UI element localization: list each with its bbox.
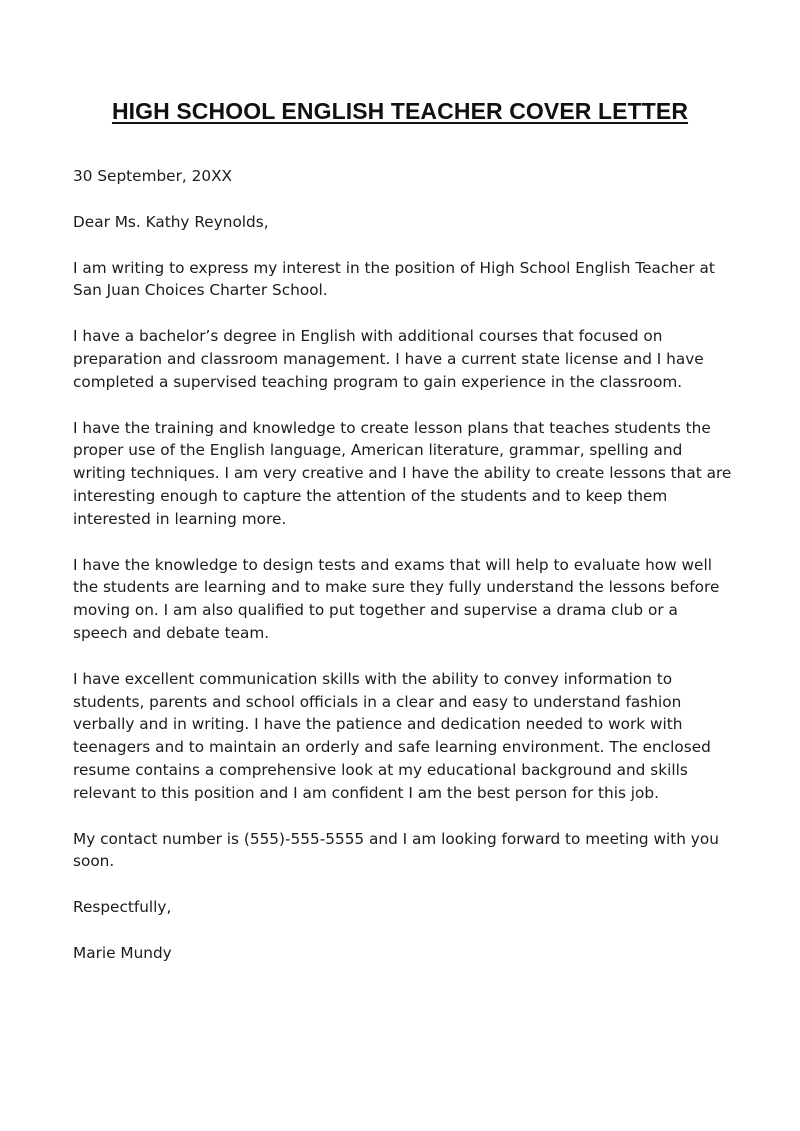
letter-signature: Marie Mundy	[73, 943, 172, 962]
letter-body	[73, 165, 733, 988]
letter-title: HIGH SCHOOL ENGLISH TEACHER COVER LETTER	[111, 98, 689, 124]
letter-paragraph-contact: My contact number is (555)-555-5555 and I am looking forward to meeting with you soon.	[73, 829, 719, 871]
letter-salutation: Dear Ms. Kathy Reynolds,	[73, 212, 269, 231]
letter-paragraph-education: I have a bachelor’s degree in English with additional courses that focused on preparation and classroom management. I have a current state license and I have completed a supervised teaching program to gain experience in the classroom.	[73, 327, 704, 391]
letter-closing: Respectfully,	[73, 898, 172, 917]
letter-paragraph-communication: I have excellent communication skills with the ability to convey information to students, parents and school officials in a clear and easy to understand fashion verbally and in writing. I have the patience and dedication needed to work with teenagers and to maintain an orderly and safe learning environment. The enclosed resume contains a comprehensive look at my educational background and skills relevant to this position and I am confident I am the best person for this job.	[73, 669, 711, 802]
letter-date: 30 September, 20XX	[73, 167, 233, 185]
letter-paragraph-training: I have the training and knowledge to create lesson plans that teaches students the proper use of the English language, American literature, grammar, spelling and writing techniques. I am very creative and I have the ability to create lessons that are interesting enough to capture the attention of the students and to keep them interested in learning more.	[73, 418, 732, 528]
letter-paragraph-assessment: I have the knowledge to design tests and exams that will help to evaluate how well the students are learning and to make sure they fully understand the lessons before moving on. I am also qualified to put together and supervise a drama club or a speech and debate team.	[73, 555, 720, 642]
letter-paragraph-intro: I am writing to express my interest in the position of High School English Teacher at San Juan Choices Charter School.	[73, 258, 715, 300]
